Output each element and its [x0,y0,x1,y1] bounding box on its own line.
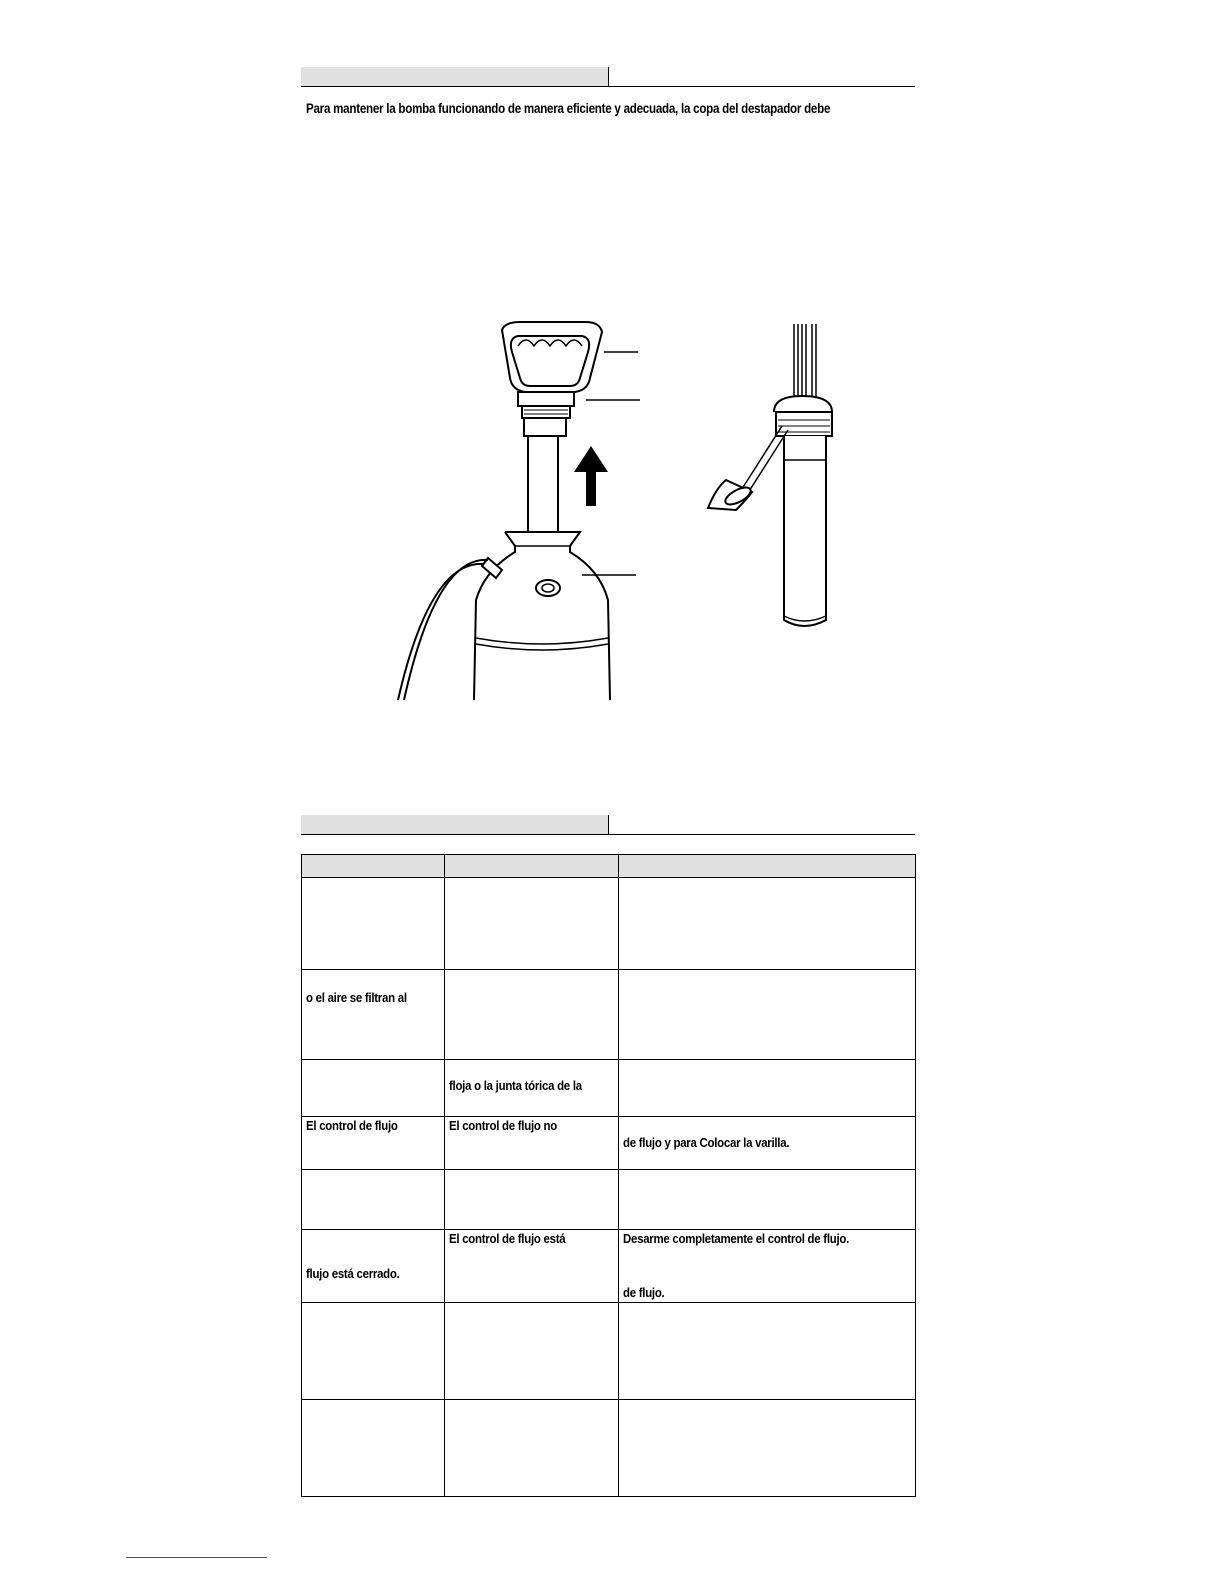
header-cell-solution [619,855,916,878]
header-cell-problem [302,855,445,878]
table-header-row [302,855,916,878]
table-cell-text: El control de flujo no [449,1118,557,1133]
table-row [302,1400,916,1497]
section-header-rule [301,834,915,835]
table-row [302,1170,916,1230]
table-cell-text: floja o la junta tórica de la [449,1078,582,1093]
table-cell-text: de flujo y para Colocar la varilla. [623,1135,790,1150]
table-cell-text: El control de flujo está [449,1231,566,1246]
table-cell-text: de flujo. [623,1285,665,1300]
table-row [302,1117,916,1170]
section-header-shade [301,815,609,835]
table-row [302,1060,916,1117]
table-cell-text: flujo está cerrado. [306,1266,400,1281]
table-cell-text: El control de flujo [306,1118,398,1133]
section-header-bar-1 [301,67,915,87]
troubleshooting-table [301,854,916,1497]
table-row [302,1303,916,1400]
header-cell-cause [445,855,619,878]
pump-cylinder-removal-illustration [398,322,640,700]
table-cell-text: Desarme completamente el control de flujo. [623,1231,850,1246]
intro-paragraph: Para mantener la bomba funcionando de manera eficiente y adecuada, la copa del destapador debe [306,101,831,116]
table-row [302,1230,916,1303]
arrow-up-icon [574,446,608,506]
pump-plunger-cup-illustration [708,324,832,626]
table-row [302,878,916,970]
section-header-shade [301,67,609,87]
table-row [302,970,916,1060]
table-cell-text: o el aire se filtran al [306,990,407,1005]
section-header-bar-2 [301,815,915,835]
section-header-rule [301,86,915,87]
pump-illustration [390,320,860,700]
footer-link-underline[interactable] [126,1557,267,1558]
